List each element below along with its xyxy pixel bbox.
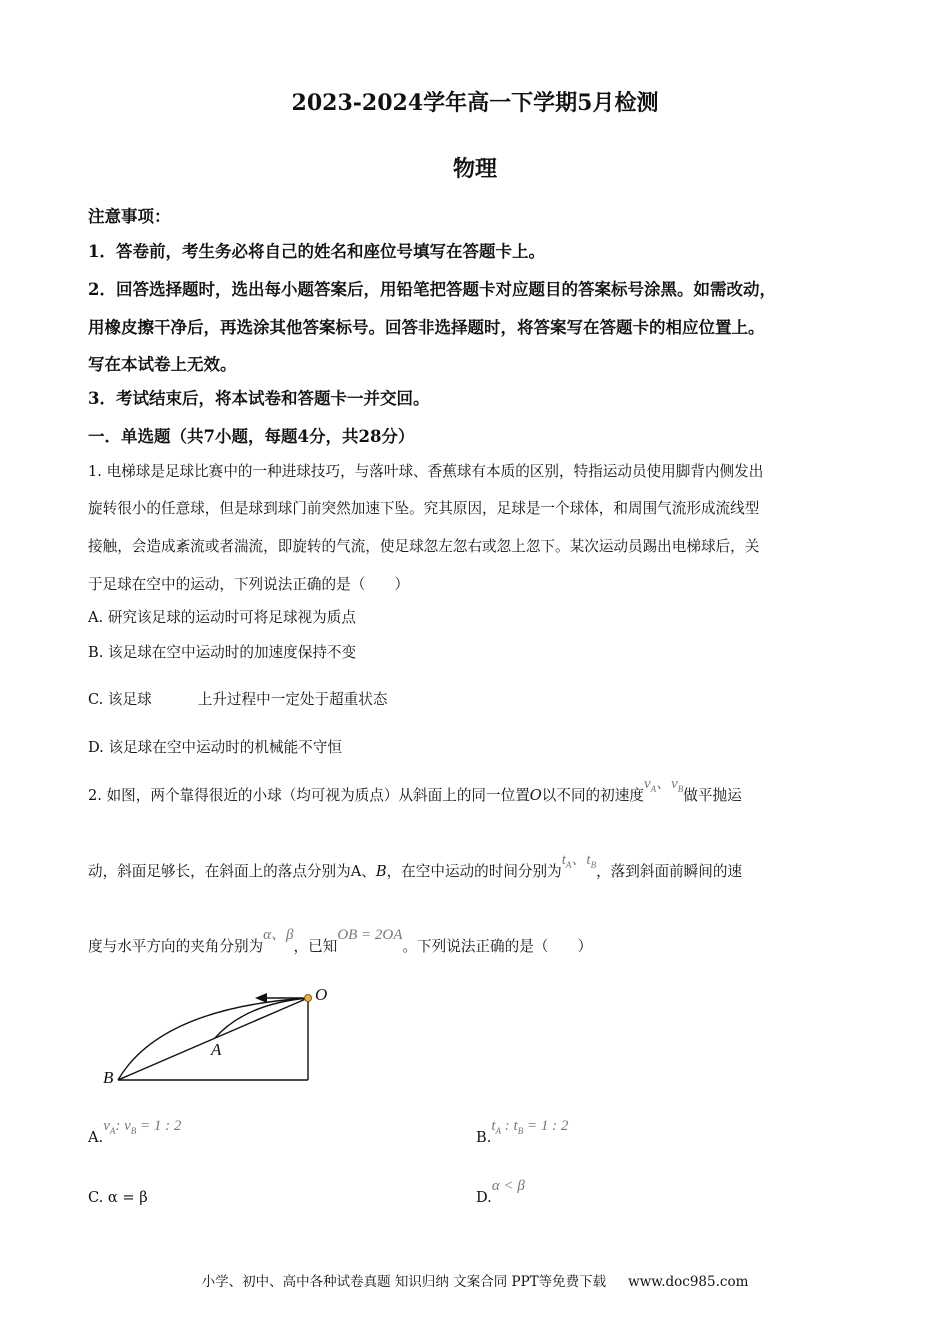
arrow-head-icon [255, 993, 267, 1003]
ball-icon [305, 995, 312, 1002]
q2-line-2: 动，斜面足够长，在斜面上的落点分别为A、B，在空中运动的时间分别为$t_A$、$t_B$，落到斜面前瞬间的速 [88, 852, 743, 880]
angle-symbols: α、β [263, 927, 294, 943]
label-b: B [103, 1068, 114, 1087]
q2-option-d: D.α < β [476, 1178, 525, 1206]
q2-line-3: 度与水平方向的夹角分别为α、β，已知OB = 2OA。下列说法正确的是（ ） [88, 927, 593, 955]
q2-line-1: 2. 如图，两个靠得很近的小球（均可视为质点）从斜面上的同一位置O以不同的初速度$v_A$、$v_B$做平抛运 [88, 776, 742, 804]
footer-url[interactable]: www.doc985.com [628, 1274, 749, 1290]
incline-line [118, 998, 308, 1080]
notice-item-2-line1: 2．回答选择题时，选出每小题答案后，用铅笔把答题卡对应题目的答案标号涂黑。如需改动， [88, 280, 776, 299]
velocity-symbols: $v_A$、$v_B$ [643, 776, 684, 794]
label-o: O [315, 985, 328, 1004]
q1-line-2: 旋转很小的任意球，但是球到球门前突然加速下坠。究其原因，足球是一个球体，和周围气流形成流线型 [88, 500, 760, 517]
q1-option-b: B. 该足球在空中运动时的加速度保持不变 [88, 644, 357, 661]
q2-option-a: $A.v_A$: $v_B = 1$ : 2 [88, 1118, 182, 1146]
time-symbols: $t_A$、$t_B$ [561, 852, 597, 870]
q2-option-b: $B.t_A$ : $t_B = 1$ : 2 [476, 1118, 569, 1146]
section-1-heading: 一．单选题（共7小题，每题4分，共28分） [88, 427, 415, 446]
label-a: A [211, 1040, 222, 1059]
subject-title: 物理 [452, 156, 497, 182]
q1-option-a: A. 研究该足球的运动时可将足球视为质点 [88, 609, 356, 626]
q1-option-c [88, 690, 387, 710]
notice-item-2-line3: 写在本试卷上无效。 [88, 355, 237, 374]
q2-option-b-math: $t_A$ : $t_B = 1$ : 2 [491, 1118, 569, 1136]
notice-heading: 注意事项： [88, 207, 171, 226]
q1-option-c-right: 上升过程中一定处于超重状态 [197, 691, 388, 708]
point-b: B [375, 863, 387, 880]
page-title: 2023-2024学年高一下学期5月检测 [291, 90, 659, 116]
q1-line-1: 1. 电梯球是足球比赛中的一种进球技巧，与落叶球、香蕉球有本质的区别，特指运动员使用脚背内侧发出 [88, 463, 764, 480]
notice-item-1: 1．答卷前，考生务必将自己的姓名和座位号填写在答题卡上。 [88, 242, 545, 261]
projectile-incline-figure [95, 978, 345, 1088]
q1-option-c-left: C. 该足球 [88, 691, 152, 708]
footer-text: 小学、初中、高中各种试卷真题 知识归纳 文案合同 PPT等免费下载 [201, 1274, 607, 1290]
q2-option-a-math: $v_A$: $v_B = 1$ : 2 [103, 1118, 182, 1136]
point-o: O [529, 787, 542, 804]
page-footer [0, 1270, 950, 1290]
q1-line-3: 接触，会造成紊流或者湍流，即旋转的气流，使足球忽左忽右或忽上忽下。某次运动员踢出电梯球后，关 [88, 538, 760, 555]
notice-item-2-line2: 用橡皮擦干净后，再选涂其他答案标号。回答非选择题时，将答案写在答题卡的相应位置上。 [88, 318, 765, 337]
q2-option-c: C. α = β [88, 1189, 148, 1206]
q1-line-4: 于足球在空中的运动，下列说法正确的是（ ） [88, 576, 410, 593]
q2-option-d-math: α < β [491, 1178, 525, 1194]
q1-option-d: D. 该足球在空中运动时的机械能不守恒 [88, 739, 342, 756]
notice-item-3: 3．考试结束后，将本试卷和答题卡一并交回。 [88, 389, 430, 408]
given-relation: OB = 2OA [337, 927, 403, 943]
